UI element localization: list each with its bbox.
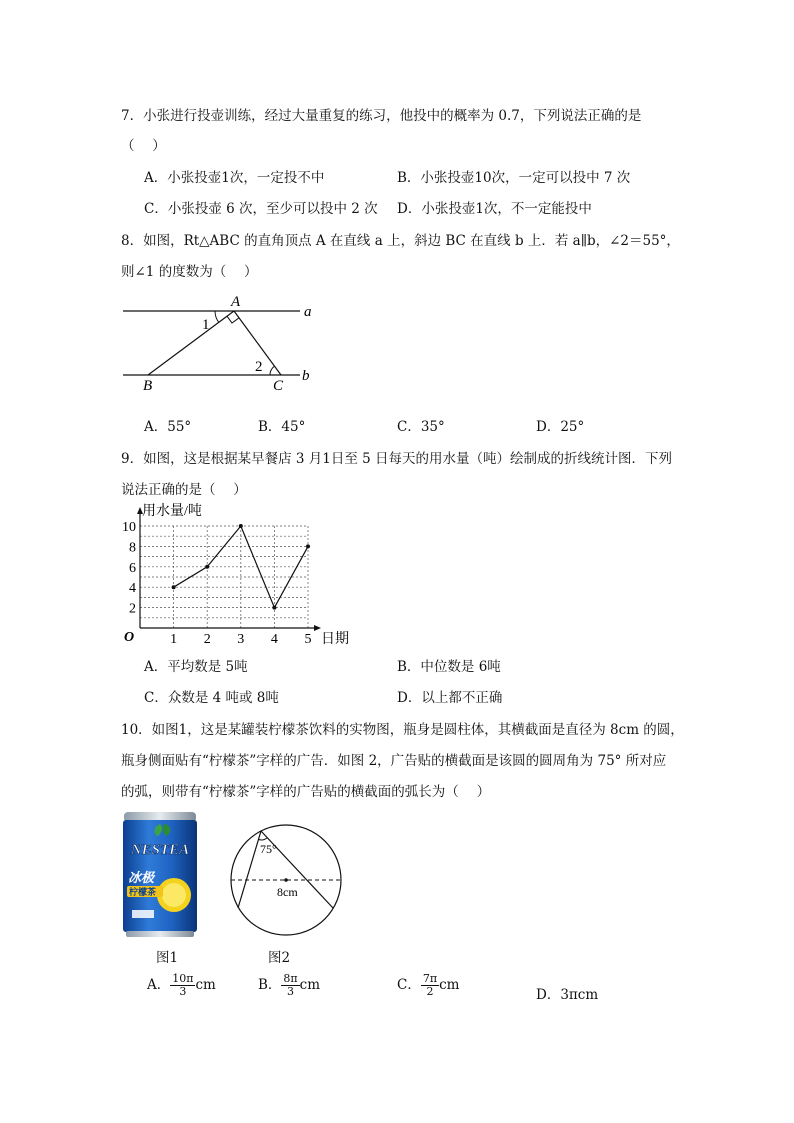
y-tick-label: 10 [122,520,136,535]
angle1-arc [215,311,219,322]
y-tick-label: 4 [129,581,136,597]
inscribed-angle-arc [258,838,267,840]
q8-option-b: B．45° [258,419,306,435]
q7-stem: 7．小张进行投壶训练，经过大量重复的练习，他投中的概率为 0.7，下列说法正确的是 [121,108,642,124]
q10-option-a-num: 10π [172,972,194,985]
can-brand: NESTEA [130,842,190,858]
angle2-arc [270,366,275,375]
data-point [239,524,243,528]
label-angle-2: 2 [255,359,263,375]
x-tick-label: 3 [237,632,245,647]
circle-figure [224,822,348,940]
y-tick-label: 8 [129,540,136,556]
q8-option-a: A．55° [144,419,192,435]
q7-option-a: A．小张投壶1次，一定投不中 [144,170,325,186]
label-angle-1: 1 [202,317,210,333]
x-tick-labels [170,632,311,647]
fig2-caption: 图2 [268,950,291,966]
q10-option-d-text: 3πcm [560,987,599,1003]
q10-option-a-unit: cm [195,977,216,993]
q7-option-b: B．小张投壶10次，一定可以投中 7 次 [397,170,631,186]
data-point [306,544,310,548]
q10-option-c-unit: cm [439,977,460,993]
data-point [172,585,176,589]
q8-triangle-figure [118,292,318,392]
q10-option-a [147,973,216,998]
q10-option-c [397,973,459,998]
q7-option-c: C．小张投壶 6 次，至少可以投中 2 次 [144,201,378,217]
x-tick-label: 2 [203,632,211,647]
q10-option-b-fraction [281,973,299,998]
side-ab [148,311,234,375]
x-axis-label: 日期 [321,632,349,647]
q7-bracket: （ ） [121,138,166,154]
label-line-a: a [304,304,312,320]
q10-option-b [258,973,320,998]
chart-grid [140,526,308,628]
fig1-caption: 图1 [156,950,179,966]
q10-stem-2: 瓶身侧面贴有“柠檬茶”字样的广告．如图 2，广告贴的横截面是该圆的圆周角为 75° 所对应 [121,753,667,769]
q10-option-b-label: B． [258,977,282,993]
chord-left [238,831,261,908]
water-usage-chart [118,498,358,648]
y-tick-labels [122,520,136,617]
can-small-badge [132,910,154,918]
q10-option-a-den: 3 [179,985,187,998]
q10-option-a-label: A． [147,977,171,993]
right-angle-mark [227,316,239,323]
q9-stem-2: 说法正确的是（ ） [121,482,247,498]
y-axis-label: 用水量/吨 [142,504,202,519]
angle-label: 75° [260,842,277,856]
diameter-label: 8cm [277,885,298,899]
q10-option-d [536,983,598,1003]
origin-label: O [124,630,135,645]
q10-option-b-unit: cm [299,977,321,993]
q10-option-a-fraction [170,973,195,998]
q10-stem: 10．如图1，这是某罐装柠檬茶饮料的实物图，瓶身是圆柱体，其横截面是直径为 8cm 的圆， [121,722,684,738]
q8-stem-2: 则∠1 的度数为（ ） [121,264,258,280]
q10-stem-3: 的弧，则带有“柠檬茶”字样的广告贴的横截面的弧长为（ ） [121,784,491,800]
q10-option-d-label: D． [536,987,561,1003]
label-c-vertex: C [273,378,284,392]
x-tick-label: 4 [270,632,278,647]
y-tick-label: 6 [129,560,136,576]
q10-option-c-num: 7π [422,972,438,985]
q8-option-d: D．25° [536,419,585,435]
can-label-2: 柠檬茶 [129,887,157,897]
label-b-vertex: B [143,378,153,392]
can-label-1: 冰极 [128,870,155,885]
q9-option-d: D．以上都不正确 [397,690,503,706]
q10-option-c-den: 2 [426,985,434,998]
q8-stem: 8．如图，Rt△ABC 的直角顶点 A 在直线 a 上，斜边 BC 在直线 b 上．若 a∥b，∠2＝55°， [121,233,680,249]
label-a-vertex: A [231,294,241,310]
data-point [272,606,276,610]
lemon-slice-icon [162,883,186,907]
q10-option-c-label: C． [397,977,421,993]
can-photo [120,810,200,940]
x-tick-label: 5 [304,632,312,647]
q7-option-d: D．小张投壶1次，不一定能投中 [397,201,592,217]
x-tick-label: 1 [170,632,178,647]
circle-center [284,878,288,882]
q9-stem: 9．如图，这是根据某早餐店 3 月1日至 5 日每天的用水量（吨）绘制成的折线统计图．下列 [121,451,673,467]
q9-option-b: B．中位数是 6吨 [397,659,501,675]
q10-option-b-den: 3 [287,985,295,998]
can-bottom [126,931,194,937]
label-line-b: b [302,368,310,384]
q9-option-a: A．平均数是 5吨 [144,659,248,675]
q8-option-c: C．35° [397,419,445,435]
q10-option-b-num: 8π [283,972,298,985]
q10-option-c-fraction [421,973,439,998]
data-point [205,565,209,569]
y-tick-label: 2 [129,601,136,617]
q9-option-c: C．众数是 4 吨或 8吨 [144,690,279,706]
x-axis-arrow [314,625,321,631]
